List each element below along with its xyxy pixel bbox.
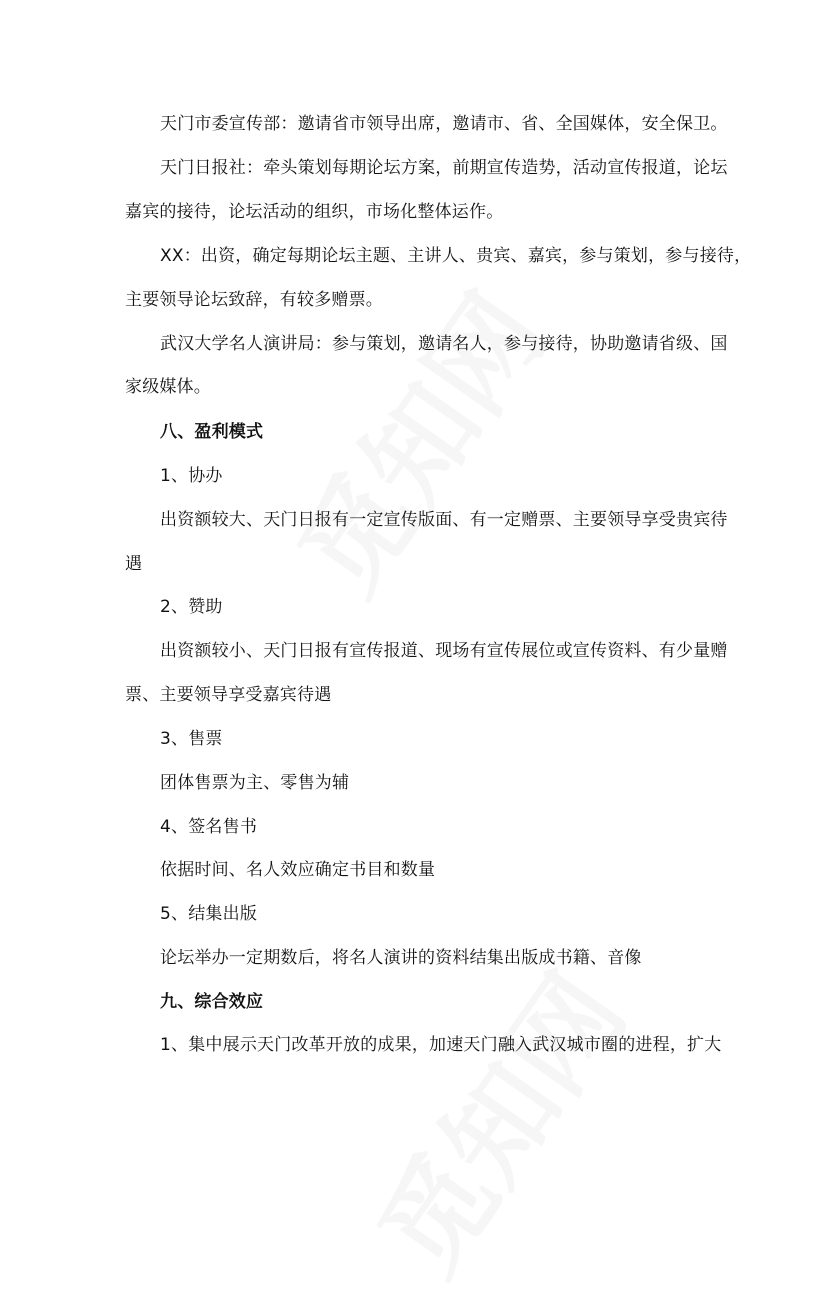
paragraph-line: XX：出资，确定每期论坛主题、主讲人、贵宾、嘉宾，参与策划，参与接待， (160, 246, 752, 266)
paragraph-line: 嘉宾的接待，论坛活动的组织，市场化整体运作。 (125, 202, 504, 222)
subsection-heading: 4、签名售书 (160, 817, 258, 837)
paragraph-line: 1、集中展示天门改革开放的成果，加速天门融入武汉城市圈的进程，扩大 (160, 1035, 722, 1055)
subsection-heading: 2、赞助 (160, 597, 223, 617)
paragraph-line: 家级媒体。 (125, 377, 211, 397)
section-heading: 八、盈利模式 (160, 422, 264, 442)
paragraph-line: 武汉大学名人演讲局：参与策划，邀请名人，参与接待，协助邀请省级、国 (160, 334, 728, 354)
section-heading: 九、综合效应 (160, 992, 264, 1012)
subsection-heading: 1、协办 (160, 466, 223, 486)
paragraph-line: 依据时间、名人效应确定书目和数量 (160, 860, 436, 880)
paragraph-line: 出资额较小、天门日报有宣传报道、现场有宣传展位或宣传资料、有少量赠 (160, 641, 728, 661)
paragraph-line: 票、主要领导享受嘉宾待遇 (125, 685, 332, 705)
paragraph-line: 天门市委宣传部：邀请省市领导出席，邀请市、省、全国媒体，安全保卫。 (160, 114, 728, 134)
paragraph-line: 天门日报社：牵头策划每期论坛方案，前期宣传造势，活动宣传报道，论坛 (160, 158, 728, 178)
subsection-heading: 5、结集出版 (160, 904, 258, 924)
paragraph-line: 遇 (125, 554, 143, 574)
paragraph-line: 出资额较大、天门日报有一定宣传版面、有一定赠票、主要领导享受贵宾待 (160, 510, 728, 530)
subsection-heading: 3、售票 (160, 729, 223, 749)
paragraph-line: 论坛举办一定期数后，将名人演讲的资料结集出版成书籍、音像 (160, 948, 642, 968)
paragraph-line: 团体售票为主、零售为辅 (160, 773, 350, 793)
paragraph-line: 主要领导论坛致辞，有较多赠票。 (125, 290, 383, 310)
